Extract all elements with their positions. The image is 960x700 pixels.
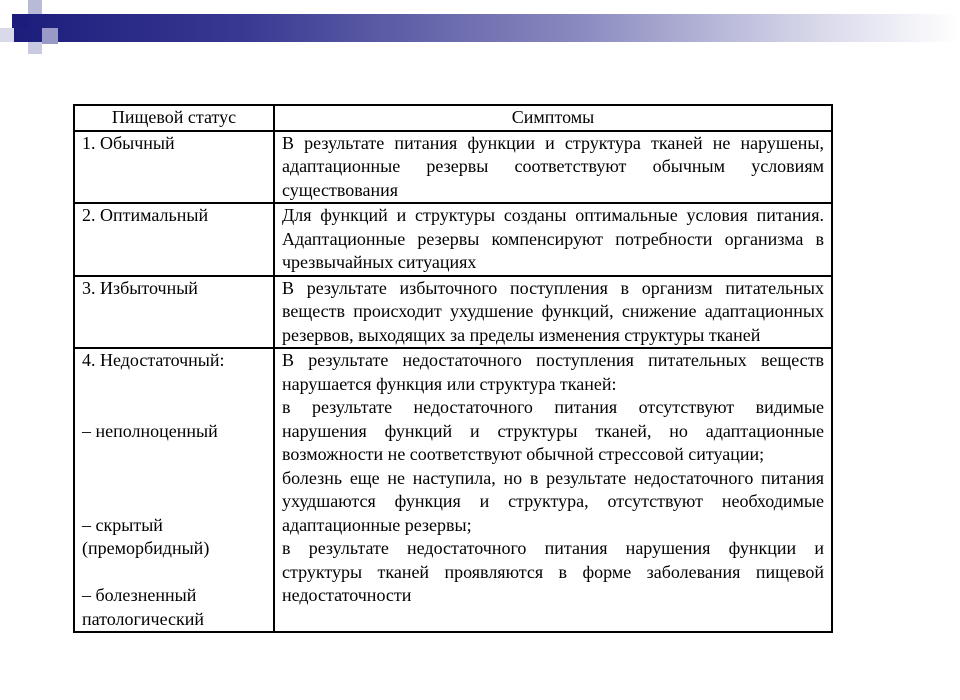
subtype-text: в результате недостаточного питания нарушения функции и структуры тканей проявляются в форме заболевания пищевой недостаточности <box>282 538 824 605</box>
symptom-cell: В результате избыточного поступления в организм питательных веществ происходит ухудшение функций, снижение адаптационных резервов, выходящих за пределы изменения структуры тканей <box>274 276 832 349</box>
table-row <box>74 131 832 204</box>
nutrition-status-table <box>73 104 833 633</box>
table-row <box>74 276 832 349</box>
status-cell: 1. Обычный <box>74 131 274 204</box>
status-label: 4. Недостаточный: <box>82 350 225 370</box>
symptom-cell <box>274 348 832 632</box>
table-row <box>74 203 832 276</box>
symptom-cell: В результате питания функции и структура тканей не нарушены, адаптационные резервы соответствуют обычным условиям существования <box>274 131 832 204</box>
decor-square <box>42 28 58 44</box>
table-header-row <box>74 105 832 131</box>
decor-square <box>12 14 28 28</box>
subtype-text: болезнь еще не наступила, но в результате недостаточного питания ухудшаются функция и структура, отсутствуют необходимые адаптационные резервы; <box>282 467 824 535</box>
status-cell: 2. Оптимальный <box>74 203 274 276</box>
header-gradient-bar <box>12 14 960 42</box>
decor-square <box>28 0 42 14</box>
header-status: Пищевой статус <box>74 105 274 131</box>
header-symptoms: Симптомы <box>274 105 832 131</box>
symptom-cell: Для функций и структуры созданы оптимальные условия питания. Адаптационные резервы компенсируют потребности организма в чрезвычайных ситуациях <box>274 203 832 276</box>
subtype-label: – неполноценный <box>82 420 218 441</box>
decor-square <box>28 42 42 54</box>
table-row <box>74 348 832 632</box>
status-cell: 3. Избыточный <box>74 276 274 349</box>
decor-square <box>0 28 14 42</box>
subtype-label: – скрытый (преморбидный) <box>82 514 210 558</box>
subtype-label: – болезненный патологический <box>82 585 205 629</box>
symptom-intro: В результате недостаточного поступления питательных веществ нарушается функция или структура тканей: <box>282 350 824 394</box>
subtype-text: в результате недостаточного питания отсутствуют видимые нарушения функций и структуры тканей, но адаптационные возможности не соответствуют обычной стрессовой ситуации; <box>282 397 824 464</box>
status-cell <box>74 348 274 632</box>
